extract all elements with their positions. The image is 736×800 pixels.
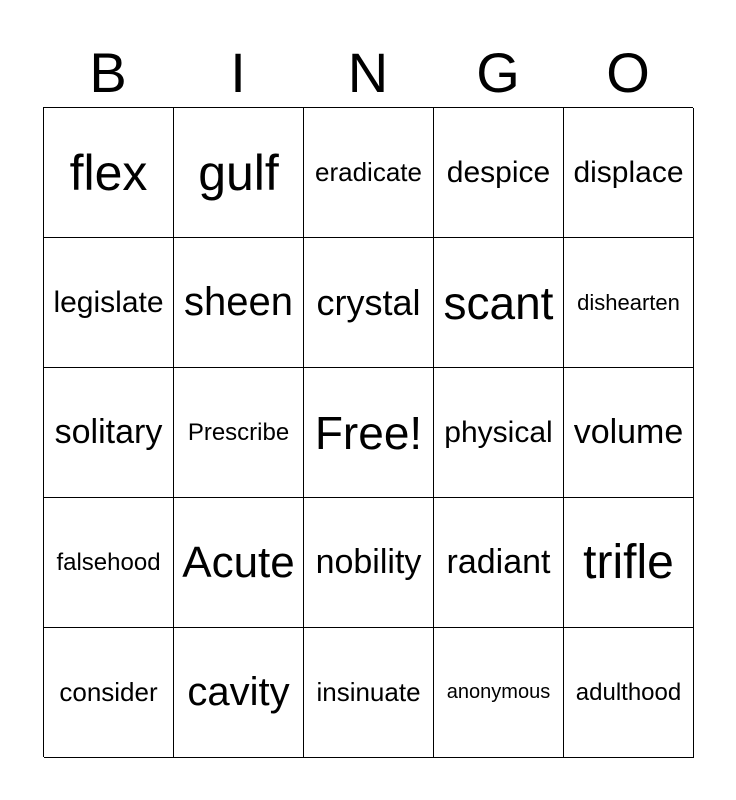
cell-word: Prescribe: [187, 418, 290, 446]
cell-word: despice: [446, 155, 551, 189]
cell-word: nobility: [315, 543, 422, 581]
header-letter-g: G: [476, 41, 520, 104]
header-letter-b: B: [89, 41, 127, 104]
cell-word: eradicate: [315, 157, 422, 187]
bingo-cell[interactable]: [174, 498, 304, 628]
bingo-board: [43, 107, 693, 757]
bingo-cell[interactable]: [44, 628, 174, 758]
cell-word: volume: [573, 413, 684, 451]
bingo-cell[interactable]: [304, 498, 434, 628]
bingo-cell[interactable]: [564, 368, 694, 498]
bingo-cell[interactable]: [434, 108, 564, 238]
bingo-cell[interactable]: [434, 628, 564, 758]
bingo-cell[interactable]: [174, 108, 304, 238]
free-space-label: Free!: [314, 406, 423, 459]
cell-word: anonymous: [446, 681, 551, 703]
header-letter-n: N: [347, 41, 389, 104]
bingo-cell[interactable]: [44, 368, 174, 498]
cell-word: trifle: [583, 536, 674, 589]
bingo-cell[interactable]: [434, 498, 564, 628]
header-letter-o: O: [606, 41, 650, 104]
cell-word: insinuate: [316, 677, 421, 707]
cell-word: dishearten: [577, 289, 680, 315]
bingo-cell[interactable]: [564, 238, 694, 368]
cell-word: falsehood: [56, 548, 161, 576]
bingo-cell[interactable]: [434, 368, 564, 498]
bingo-cell[interactable]: [174, 238, 304, 368]
cell-word: Acute: [182, 537, 295, 587]
bingo-cell[interactable]: [44, 108, 174, 238]
bingo-cell[interactable]: [304, 238, 434, 368]
cell-word: adulthood: [575, 678, 682, 706]
cell-word: consider: [59, 677, 158, 707]
cell-word: flex: [69, 144, 148, 201]
free-space-cell[interactable]: [304, 368, 434, 498]
cell-word: cavity: [187, 670, 290, 714]
bingo-cell[interactable]: [44, 498, 174, 628]
cell-word: displace: [573, 155, 684, 189]
cell-word: physical: [444, 415, 553, 449]
bingo-cell[interactable]: [44, 238, 174, 368]
cell-word: solitary: [54, 413, 163, 451]
cell-word: scant: [443, 276, 554, 329]
bingo-cell[interactable]: [564, 108, 694, 238]
bingo-cell[interactable]: [174, 368, 304, 498]
bingo-cell[interactable]: [434, 238, 564, 368]
cell-word: gulf: [198, 144, 279, 201]
cell-word: legislate: [53, 285, 164, 319]
bingo-cell[interactable]: [304, 108, 434, 238]
bingo-header: [43, 40, 693, 106]
cell-word: sheen: [184, 280, 293, 324]
cell-word: crystal: [316, 281, 421, 323]
bingo-cell[interactable]: [564, 498, 694, 628]
bingo-cell[interactable]: [174, 628, 304, 758]
bingo-cell[interactable]: [304, 628, 434, 758]
header-letter-i: I: [230, 41, 246, 104]
cell-word: radiant: [446, 543, 551, 581]
bingo-cell[interactable]: [564, 628, 694, 758]
